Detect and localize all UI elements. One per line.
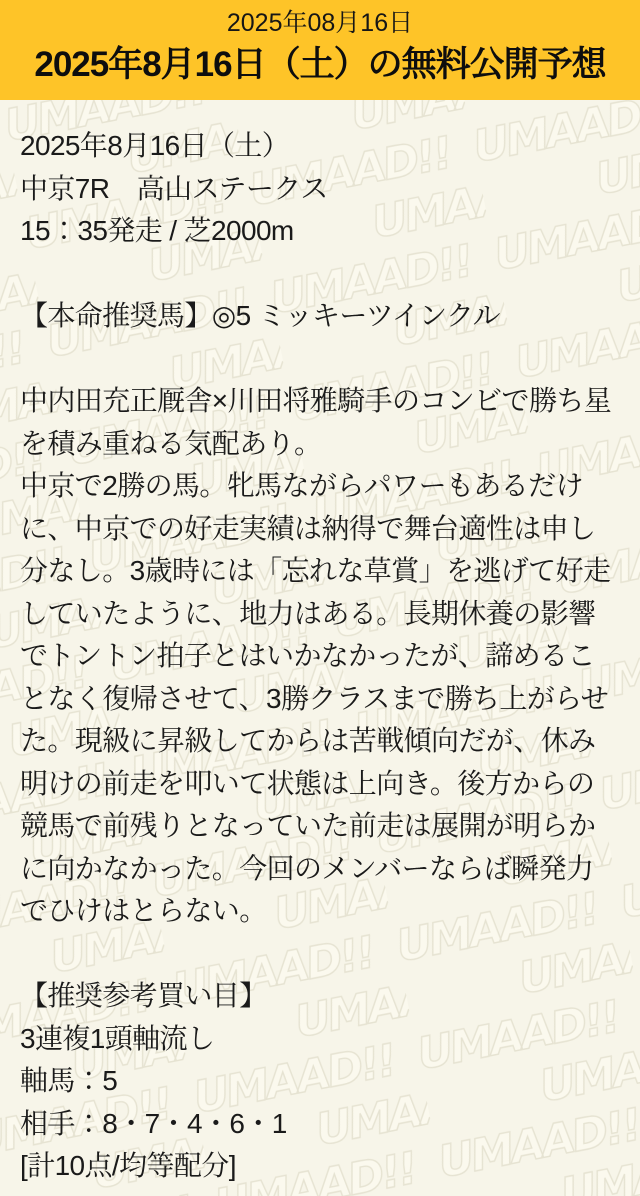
bet-recommendation xyxy=(20,975,620,1188)
race-info xyxy=(20,125,620,253)
bet-partner-horses: 相手：8・7・4・6・1 xyxy=(20,1107,287,1139)
main-pick: 【本命推奨馬】◎5 ミッキーツインクル xyxy=(20,300,500,331)
analysis xyxy=(20,380,620,933)
prediction-article xyxy=(0,100,640,1188)
bet-type: 3連複1頭軸流し xyxy=(20,1022,215,1054)
race-name: 中京7R 高山ステークス xyxy=(20,172,328,204)
post-date: 2025年08月16日 xyxy=(226,9,414,37)
analysis-paragraph-2: 中京で2勝の馬。牝馬ながらパワーもあるだけに、中京での好走実績は納得で舞台適性は申し分なし。3歳時には「忘れな草賞」を逃げて好走していたように、地力はある。長期休養の影響でトントン拍子とはいかなかったが、諦めることなく復帰させて、3勝クラスまで勝ち上がらせた。現級に昇級してからは苦戦傾向だが、休み明けの前走を叩いて状態は上向き。後方からの競馬で前残りとなっていた前走は展開が明らかに向かなかった。今回のメンバーならば瞬発力でひけはとらない。 xyxy=(20,470,611,926)
bet-header: 【推奨参考買い目】 xyxy=(20,980,267,1011)
header-banner xyxy=(0,0,640,100)
page-title: 2025年8月16日（土）の無料公開予想 xyxy=(34,45,606,84)
bet-total-points: [計10点/均等配分] xyxy=(20,1150,236,1181)
race-start-course: 15：35発走 / 芝2000m xyxy=(20,215,294,246)
analysis-paragraph-1: 中内田充正厩舎×川田将雅騎手のコンビで勝ち星を積み重ねる気配あり。 xyxy=(20,385,612,459)
race-date: 2025年8月16日（土） xyxy=(20,130,290,161)
bet-axis-horse: 軸馬：5 xyxy=(20,1065,118,1096)
